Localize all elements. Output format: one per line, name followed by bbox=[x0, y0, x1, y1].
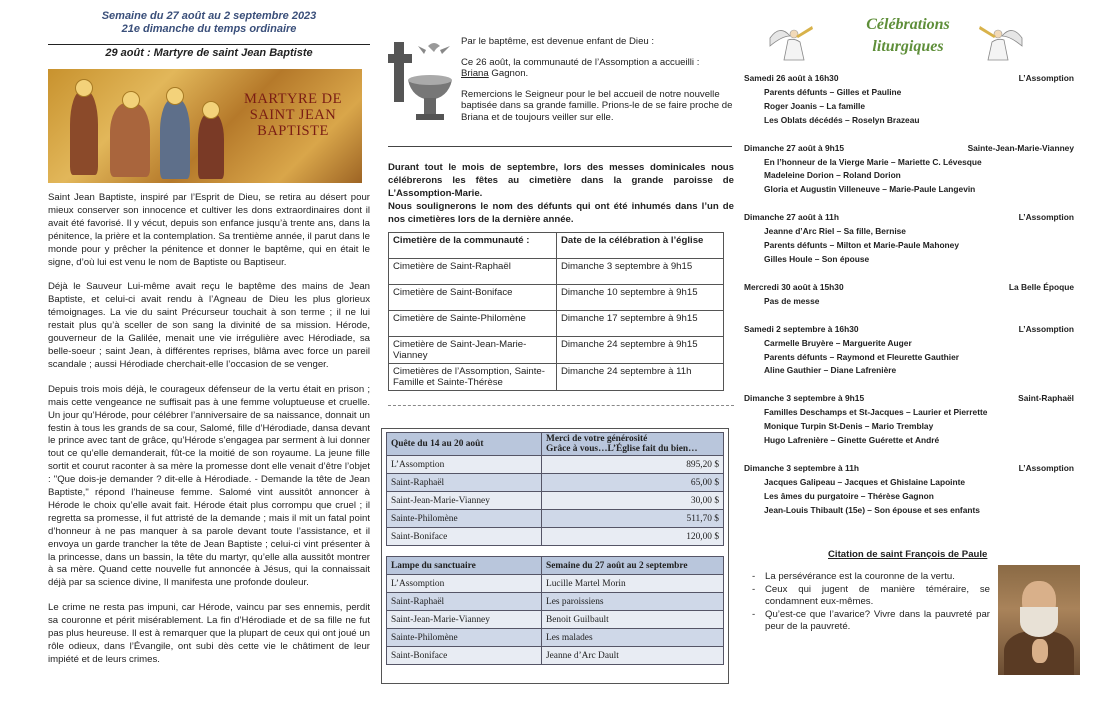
celebrations-title bbox=[848, 14, 968, 58]
week-line-1: Semaine du 27 août au 2 septembre 2023 bbox=[101, 10, 317, 22]
parish-name: Saint-Boniface bbox=[387, 647, 542, 665]
angel-trumpet-icon bbox=[766, 20, 814, 64]
table-row bbox=[389, 259, 724, 285]
announcement-line-2: Nous soulignerons le nom des défunts qui ont été inhumés dans l’un de nos cimetières lors de la dernière année. bbox=[388, 201, 734, 225]
collection-amount: 895,20 $ bbox=[542, 456, 724, 474]
praying-hands bbox=[1032, 639, 1048, 663]
beard bbox=[1020, 607, 1058, 637]
table-row bbox=[389, 364, 724, 391]
lamp-donor: Lucille Martel Morin bbox=[542, 575, 724, 593]
saint-story bbox=[48, 192, 370, 667]
table-row bbox=[387, 510, 724, 528]
mass-intention: Hugo Lafrenière – Ginette Guérette et André bbox=[764, 435, 940, 446]
mass-intention: Carmelle Bruyère – Marguerite Auger bbox=[764, 337, 912, 348]
mass-header bbox=[744, 211, 1074, 225]
spacer bbox=[744, 267, 1074, 281]
celebration-date: Dimanche 3 septembre à 9h15 bbox=[557, 259, 724, 285]
mass-intention: Aline Gauthier – Diane Lafrenière bbox=[764, 365, 897, 376]
halo bbox=[166, 87, 184, 105]
table-header: Date de la célébration à l’église bbox=[557, 233, 724, 259]
table-row bbox=[387, 593, 724, 611]
celebration-date: Dimanche 24 septembre à 9h15 bbox=[557, 337, 724, 364]
collection-amount: 30,00 $ bbox=[542, 492, 724, 510]
mass-intention: Familles Deschamps et St-Jacques – Laurier et Pierrette bbox=[764, 407, 988, 418]
halo bbox=[202, 101, 220, 119]
mass-header bbox=[744, 392, 1074, 406]
mass-header bbox=[744, 72, 1074, 86]
mass-entry bbox=[744, 142, 1074, 198]
table-row bbox=[387, 492, 724, 510]
mass-entry bbox=[744, 72, 1074, 128]
table-header-row bbox=[387, 557, 724, 575]
lamp-donor: Les paroissiens bbox=[542, 593, 724, 611]
quote-item: - Qu’est-ce que l’avarice? Vivre dans la pauvreté par peur de la pauvreté. bbox=[752, 609, 990, 634]
celebration-date: Dimanche 17 septembre à 9h15 bbox=[557, 311, 724, 337]
table-row bbox=[387, 575, 724, 593]
table-header-row bbox=[387, 433, 724, 456]
feast-title: 29 août : Martyre de saint Jean Baptiste bbox=[105, 47, 313, 59]
mass-time: Dimanche 3 septembre à 9h15 bbox=[744, 393, 865, 404]
table-header bbox=[542, 433, 724, 456]
quote-item: - Ceux qui jugent de manière téméraire, se condamnent eux-mêmes. bbox=[752, 584, 990, 609]
mass-intention: Jeanne d’Arc Riel – Sa fille, Bernise bbox=[764, 226, 906, 237]
cemetery-name: Cimetière de Saint-Boniface bbox=[389, 285, 557, 311]
table-header: Cimetière de la communauté : bbox=[389, 233, 557, 259]
baptismal-font-icon bbox=[388, 36, 454, 124]
mass-header bbox=[744, 281, 1074, 295]
spacer bbox=[744, 128, 1074, 142]
mass-entry bbox=[744, 323, 1074, 379]
title-line: liturgiques bbox=[872, 38, 944, 55]
mass-location: Sainte-Jean-Marie-Vianney bbox=[967, 142, 1074, 153]
mass-header bbox=[744, 323, 1074, 337]
saint-portrait-image bbox=[998, 565, 1080, 675]
cemetery-name: Cimetières de l’Assomption, Sainte-Famille et Sainte-Thérèse bbox=[389, 364, 557, 391]
thanks-line: Merci de votre générosité bbox=[546, 434, 648, 444]
celebration-date: Dimanche 24 septembre à 11h bbox=[557, 364, 724, 391]
angel-trumpet-icon bbox=[978, 20, 1026, 64]
quote-title: Citation de saint François de Paule bbox=[828, 549, 988, 560]
icon-caption: MARTYRE DE SAINT JEAN BAPTISTE bbox=[244, 91, 342, 139]
parish-name: Saint-Jean-Marie-Vianney bbox=[387, 611, 542, 629]
lamp-donor: Jeanne d’Arc Dault bbox=[542, 647, 724, 665]
collection-amount: 120,00 $ bbox=[542, 528, 724, 546]
mass-intention: Les âmes du purgatoire – Thérèse Gagnon bbox=[764, 490, 934, 501]
story-paragraph: Déjà le Sauveur Lui-même avait reçu le baptême des mains de Jean Baptiste, et celui-ci avait rendu à l’Agneau de Dieu les plus glorieux témoignages. La vie du saint Précurseur touchait à son terme ; il ne lui restait plus qu’à sceller de son sang la divinité de sa mission. Hérode, gouverneur de la Galilée, menait une vie irrégulière avec Hérodiade, sa belle-soeur ; saint Jean, à différentes reprises, blâma avec force un pareil scandale ; aussi Hérodiade cherchait-elle l’occasion de se venger. bbox=[48, 281, 370, 370]
cemetery-table bbox=[388, 232, 724, 391]
table-row bbox=[387, 611, 724, 629]
parish-name: Saint-Raphaël bbox=[387, 474, 542, 492]
mass-intention: Parents défunts – Raymond et Fleurette Gauthier bbox=[764, 351, 959, 362]
mass-intention: Parents défunts – Milton et Marie-Paule Mahoney bbox=[764, 240, 959, 251]
announcement-line-1: Durant tout le mois de septembre, lors des messes dominicales nous célébrerons les fêtes au cimetière dans la grande paroisse de L’Assomption-Marie. bbox=[388, 162, 734, 199]
mass-entry bbox=[744, 281, 1074, 309]
spacer bbox=[744, 197, 1074, 211]
mass-intention: Monique Turpin St-Denis – Mario Tremblay bbox=[764, 421, 934, 432]
lamp-donor: Les malades bbox=[542, 629, 724, 647]
table-header: Lampe du sanctuaire bbox=[387, 557, 542, 575]
week-line-2: 21e dimanche du temps ordinaire bbox=[121, 23, 297, 35]
sanctuary-lamp-table bbox=[386, 556, 724, 665]
collection-and-lamp-box bbox=[381, 428, 729, 684]
mass-location: L’Assomption bbox=[1018, 212, 1074, 223]
spacer bbox=[744, 309, 1074, 323]
mass-intention: Roger Joanis – La famille bbox=[764, 100, 865, 111]
celebration-date: Dimanche 10 septembre à 9h15 bbox=[557, 285, 724, 311]
baptism-section bbox=[388, 36, 734, 146]
table-row bbox=[389, 285, 724, 311]
mass-intention: Les Oblats décédés – Roselyn Brazeau bbox=[764, 114, 920, 125]
martyrdom-icon-image bbox=[48, 69, 362, 183]
mass-header bbox=[744, 142, 1074, 156]
lamp-donor: Benoit Guilbault bbox=[542, 611, 724, 629]
mass-schedule bbox=[744, 72, 1074, 518]
parish-name: Saint-Jean-Marie-Vianney bbox=[387, 492, 542, 510]
mass-intention: Jacques Galipeau – Jacques et Ghislaine Lapointe bbox=[764, 476, 966, 487]
table-row bbox=[387, 629, 724, 647]
week-title bbox=[48, 10, 370, 36]
cemetery-announcement bbox=[388, 161, 734, 226]
table-header: Semaine du 27 août au 2 septembre bbox=[542, 557, 724, 575]
collection-table bbox=[386, 432, 724, 546]
cemetery-name: Cimetière de Sainte-Philomène bbox=[389, 311, 557, 337]
story-paragraph: Le crime ne resta pas impuni, car Hérode, vaincu par ses ennemis, perdit sa couronne et périt misérablement. La fin d’Hérodiade et de sa fille ne fut pas plus heureuse. Il est à remarquer que la plupart de ceux qui ont joué un rôle odieux, dans l’Évangile, ont subi dès cette vie le châtiment de leur impiété et de leurs crimes. bbox=[48, 602, 370, 665]
mass-location: Saint-Raphaël bbox=[1018, 393, 1074, 404]
baptized-surname: Gagnon. bbox=[488, 68, 529, 80]
parish-name: L’Assomption bbox=[387, 456, 542, 474]
mass-entry bbox=[744, 392, 1074, 448]
mass-time: Samedi 2 septembre à 16h30 bbox=[744, 323, 859, 334]
baptized-name: Briana bbox=[461, 68, 489, 80]
figure bbox=[70, 91, 98, 175]
celebrations-header bbox=[744, 10, 1074, 72]
mass-time: Dimanche 27 août à 9h15 bbox=[744, 142, 845, 153]
mass-location: L’Assomption bbox=[1018, 73, 1074, 83]
baptism-line: Ce 26 août, la communauté de l’Assomption a accueilli : bbox=[461, 56, 700, 68]
mass-intention: Parents défunts – Gilles et Pauline bbox=[764, 86, 902, 97]
table-header-row bbox=[389, 233, 724, 259]
mass-time: Mercredi 30 août à 15h30 bbox=[744, 281, 844, 292]
mass-intention: Pas de messe bbox=[764, 295, 820, 306]
halo bbox=[122, 91, 140, 109]
quote-list bbox=[752, 571, 990, 634]
left-column bbox=[48, 10, 370, 667]
cemetery-name: Cimetière de Saint-Raphaël bbox=[389, 259, 557, 285]
mass-time: Dimanche 27 août à 11h bbox=[744, 212, 839, 223]
table-row bbox=[387, 474, 724, 492]
mass-location: La Belle Époque bbox=[1008, 281, 1074, 292]
mass-location: L’Assomption bbox=[1018, 323, 1074, 334]
spacer bbox=[744, 378, 1074, 392]
table-row bbox=[389, 311, 724, 337]
middle-column bbox=[388, 36, 734, 406]
parish-name: Saint-Boniface bbox=[387, 528, 542, 546]
baptism-text bbox=[461, 36, 733, 124]
table-row bbox=[389, 337, 724, 364]
mass-time: Samedi 26 août à 16h30 bbox=[744, 73, 839, 83]
table-row bbox=[387, 647, 724, 665]
figure bbox=[160, 99, 190, 179]
figure bbox=[198, 113, 224, 179]
thanks-line: Grâce à vous…L’Église fait du bien… bbox=[546, 444, 698, 454]
parish-name: L’Assomption bbox=[387, 575, 542, 593]
table-row bbox=[387, 528, 724, 546]
baptism-heading: Par le baptême, est devenue enfant de Dieu : bbox=[461, 36, 655, 47]
mass-entry bbox=[744, 211, 1074, 267]
mass-header bbox=[744, 462, 1074, 476]
divider bbox=[388, 146, 732, 147]
figure bbox=[110, 103, 150, 177]
mass-intention: Gloria et Augustin Villeneuve – Marie-Paule Langevin bbox=[764, 184, 976, 195]
mass-intention: Madeleine Dorion – Roland Dorion bbox=[764, 170, 901, 181]
parish-name: Sainte-Philomène bbox=[387, 510, 542, 528]
table-row bbox=[387, 456, 724, 474]
spacer bbox=[386, 546, 724, 556]
baptism-announcement bbox=[461, 57, 733, 80]
table-header: Quête du 14 au 20 août bbox=[387, 433, 542, 456]
mass-entry bbox=[744, 462, 1074, 518]
baptism-thanks: Remercions le Seigneur pour le bel accueil de notre nouvelle baptisée dans sa grande famille. Prions-le de se faire proche de Briana et de toujours veiller sur elle. bbox=[461, 88, 733, 123]
title-line: Célébrations bbox=[866, 16, 950, 33]
mass-location: L’Assomption bbox=[1018, 462, 1074, 473]
collection-amount: 65,00 $ bbox=[542, 474, 724, 492]
divider bbox=[48, 44, 370, 45]
mass-time: Dimanche 3 septembre à 11h bbox=[744, 462, 859, 473]
quote-item: - La persévérance est la couronne de la vertu. bbox=[752, 571, 990, 584]
spacer bbox=[744, 448, 1074, 462]
parish-name: Saint-Raphaël bbox=[387, 593, 542, 611]
mass-intention: Jean-Louis Thibault (15e) – Son épouse et ses enfants bbox=[764, 504, 980, 515]
divider bbox=[388, 405, 734, 406]
halo bbox=[75, 79, 93, 97]
collection-amount: 511,70 $ bbox=[542, 510, 724, 528]
mass-intention: En l’honneur de la Vierge Marie – Mariette C. Lévesque bbox=[764, 156, 982, 167]
story-paragraph: Saint Jean Baptiste, inspiré par l’Esprit de Dieu, se retira au désert pour mieux conserver son innocence et cultiver les dons extraordinaires dont il avait été favorisé. Il y vécut, depuis son enfance jusqu’à trente ans, dans la pénitence, la prière et la contemplation. Sa trentième année, il parut dans le monde pour y prêcher la pénitence et donner le baptême, qui en était le signe, d’où lui est venu le nom de Baptiste ou Baptiseur. bbox=[48, 192, 370, 268]
story-paragraph: Depuis trois mois déjà, le courageux défenseur de la vertu était en prison ; mais cette vengeance ne suffisait pas à une femme voluptueuse et cruelle. Un jour qu’Hérode, pour célébrer l’anniversaire de sa naissance, donnait un festin à tous les grands de sa cour, Salomé, fille d’Hérodiade, dansa devant le prince avec tant de grâce, qu’Hérode s’engagea par serment à lui donner tout ce qu’elle demanderait, fût-ce la moitié de son royaume. La jeune fille sortit et courut raconter à sa mère la promesse dont elle venait d’être l’objet : "Que dois-je demander ? dit-elle à Hérodiade. - Demande la tête de Jean Baptiste," répond l’haineuse femme. Salomé vint aussitôt annoncer à Hérode le choix qu’elle avait fait. Hérode était plus corrompu que cruel ; il regretta sa promesse, il fut attristé de la demande ; mais il mit un fatal point d’honneur à ne pas manquer à sa parole devant toute l’assistance, et il envoya un garde trancher la tête de Jean Baptiste ; celui-ci vint présenter à la princesse, dans un bassin, la tête du martyr, qu’elle alla aussitôt montrer à sa mère. Quand cette nouvelle fut annoncée à Jésus, qui la connaissait déjà par sa science divine, Il manifesta une profonde douleur. bbox=[48, 383, 370, 589]
mass-intention: Gilles Houle – Son épouse bbox=[764, 253, 870, 264]
right-column bbox=[744, 10, 1074, 518]
cemetery-name: Cimetière de Saint-Jean-Marie-Vianney bbox=[389, 337, 557, 364]
parish-name: Sainte-Philomène bbox=[387, 629, 542, 647]
